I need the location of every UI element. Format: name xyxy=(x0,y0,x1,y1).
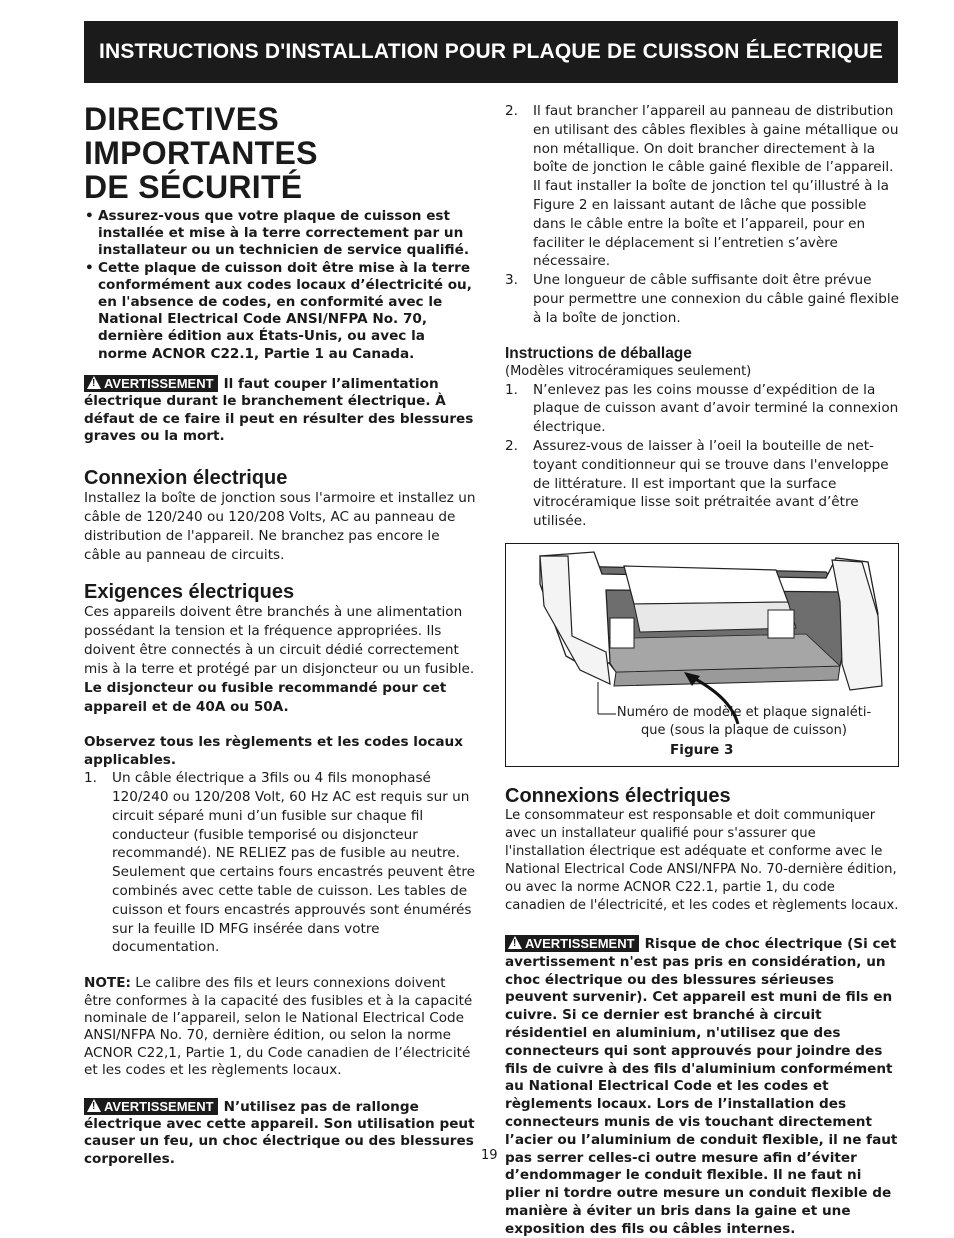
section-text: Le consommateur est responsable et doit communiquer avec un installateur qualifié pour s'assurer que l'installation électrique est adéquate et conforme avec le National Electrical Code ANSI/NFPA No. 70-dernière édition, ou avec la norme ACNOR C22.1, partie 1, du code canadien de l'électricité, et les codes et règlements locaux. xyxy=(505,807,899,913)
safety-bullets xyxy=(84,208,476,363)
warning-block-1 xyxy=(84,375,476,446)
deballage-list xyxy=(505,381,899,531)
section-connexions xyxy=(505,785,899,915)
warning-block-2 xyxy=(84,1098,476,1169)
figure-label: Figure 3 xyxy=(670,741,734,758)
figure-3 xyxy=(505,543,899,767)
note-block xyxy=(84,975,476,1079)
section-text: Ces appareils doivent être branchés à une alimentation possédant la tension et la fréquence appropriées. Ils doivent être connectés à un circuit dédié correctement mis à la terre et protégé par un disjoncteur ou un fusible. Le disjoncteur ou fusible recommandé pour cet appareil et de 40A ou 50A. xyxy=(84,604,475,716)
warning-badge: ! AVERTISSEMENT xyxy=(84,1098,218,1115)
warning-triangle-icon: ! xyxy=(87,376,101,389)
page-title-line-2: DE SÉCURITÉ xyxy=(84,169,303,205)
warning-triangle-icon: ! xyxy=(87,1099,101,1112)
list-item: 1. N’enlevez pas les coins mousse d’expédition de la plaque de cuisson avant d’avoir terminé la connexion électrique. xyxy=(505,381,899,436)
list-item: 2. Il faut brancher l’appareil au panneau de distribution en utilisant des câbles flexibles à gaine métallique ou non métallique. On doit brancher directement à la boîte de jonction le câble gainé flexible de l’appareil. Il faut installer la boîte de jonction tel qu’illustré à la Figure 2 en laissant autant de lâche que possible dans le câble entre la boîte et l’appareil, pour en faciliter le déplacement si l’entretien s’avère nécessaire. xyxy=(505,103,899,270)
page-title-line-1: DIRECTIVES IMPORTANTES xyxy=(84,101,318,171)
warning-triangle-icon: ! xyxy=(508,936,522,949)
left-numbered-list xyxy=(84,769,476,957)
figure-caption: Numéro de modèle et plaque signaléti-que (sous la plaque de cuisson) xyxy=(616,704,872,738)
note-label: NOTE: xyxy=(84,975,131,992)
section-deballage xyxy=(505,344,899,531)
note-text: Le calibre des fils et leurs connexions doivent être conformes à la capacité des fusibles et à la capacité nominale de l’appareil, selon le National Electrical Code ANSI/NFPA No. 70, dernière édition, ou selon la norme ACNOR C22,1, Partie 1, du Code canadien de l’électricité et les codes et les règlements locaux. xyxy=(84,975,473,1079)
list-item: 3. Une longueur de câble suffisante doit être prévue pour permettre une connexion du câble gainé flexible à la boîte de jonction. xyxy=(505,272,899,326)
list-item: 1. Un câble électrique a 3fils ou 4 fils monophasé 120/240 ou 120/208 Volt, 60 Hz AC est requis sur un circuit séparé muni d’un fusible sur chaque fil conducteur (fusible temporisé ou disjoncteur recommandé). NE RELIEZ pas de fusible au neutre. Seulement que certains fours encastrés peuvent être combinés avec cette table de cuisson. Les tables de cuisson et fours encastrés approuvés sont énumérés sur la feuille ID MFG insérée dans votre documentation. xyxy=(84,770,476,956)
section-title: Connexion électrique xyxy=(84,467,288,490)
right-column xyxy=(505,102,899,1238)
section-text: Installez la boîte de jonction sous l'armoire et installez un câble de 120/240 ou 120/208 Volts, AC au panneau de distribution de l'appareil. Ne branchez pas encore le câble au panneau de circuits. xyxy=(84,490,476,564)
section-bold-text: Le disjoncteur ou fusible recommandé pour cet appareil et de 40A ou 50A. xyxy=(84,680,447,716)
warning-text: Risque de choc électrique (Si cet avertissement n'est pas pris en considération, un choc électrique ou des blessures sérieuses peuvent survenir). Cet appareil est muni de fils en cuivre. Si ce dernier est branché à circuit résidentiel en aluminium, n'utilisez que des connecteurs qui sont approuvés pour joindre des fils de cuivre à des fils d'aluminium conformément au National Electrical Code et les codes et règlements locaux. Lors de l’installation des connecteurs munis de vis touchant directement l’acier ou l’aluminium de conduit flexible, il ne faut pas serrer celles-ci outre mesure afin d’éviter d’endommager le conduit flexible. Il ne faut ni plier ni tordre outre mesure un conduit flexible de manière à éviter un bris dans la gaine et une exposition des fils ou câbles internes. xyxy=(505,935,898,1237)
list-item: 2. Assurez-vous de laisser à l’oeil la bouteille de net-toyant conditionneur qui se trouve dans l'enveloppe de littérature. Il est important que la surface vitrocéramique lisse soit prétraitée avant d’être utilisée. xyxy=(505,437,889,530)
section-title: Exigences électriques xyxy=(84,581,295,604)
right-numbered-list xyxy=(505,102,899,328)
section-subtitle: (Modèles vitrocéramiques seulement) xyxy=(505,363,752,379)
page-title xyxy=(84,102,476,204)
header-bar xyxy=(84,21,898,83)
safety-bullet: • Assurez-vous que votre plaque de cuisson est installée et mise à la terre correctement par un installateur ou un technicien de service qualifié. xyxy=(84,208,476,260)
section-title: Instructions de déballage xyxy=(505,344,692,362)
page-number: 19 xyxy=(481,1148,498,1163)
section-title: Connexions électriques xyxy=(505,784,731,807)
warning-block-3 xyxy=(505,935,899,1238)
observez-text: Observez tous les règlements et les codes locaux applicables. xyxy=(84,734,463,768)
header-title: INSTRUCTIONS D'INSTALLATION POUR PLAQUE DE CUISSON ÉLECTRIQUE xyxy=(98,40,884,63)
warning-badge: ! AVERTISSEMENT xyxy=(505,935,639,952)
warning-text: Il faut couper l’alimentation électrique durant le branchement électrique. À défaut de ce faire il peut en résulter des blessures graves ou la mort. xyxy=(84,375,474,445)
section-connexion xyxy=(84,467,476,565)
safety-bullet: • Cette plaque de cuisson doit être mise à la terre conformément aux codes locaux d’électricité ou, en l'absence de codes, en conformité avec le National Electrical Code ANSI/NFPA No. 70, dernière édition aux États-Unis, ou avec la norme ACNOR C22.1, Partie 1 au Canada. xyxy=(84,260,476,363)
warning-text: N’utilisez pas de rallonge électrique avec cette appareil. Son utilisation peut causer un feu, un choc électrique ou des blessures corporelles. xyxy=(84,1098,475,1167)
left-column xyxy=(84,98,476,1168)
section-exigences xyxy=(84,581,476,717)
warning-badge: ! AVERTISSEMENT xyxy=(84,375,218,392)
